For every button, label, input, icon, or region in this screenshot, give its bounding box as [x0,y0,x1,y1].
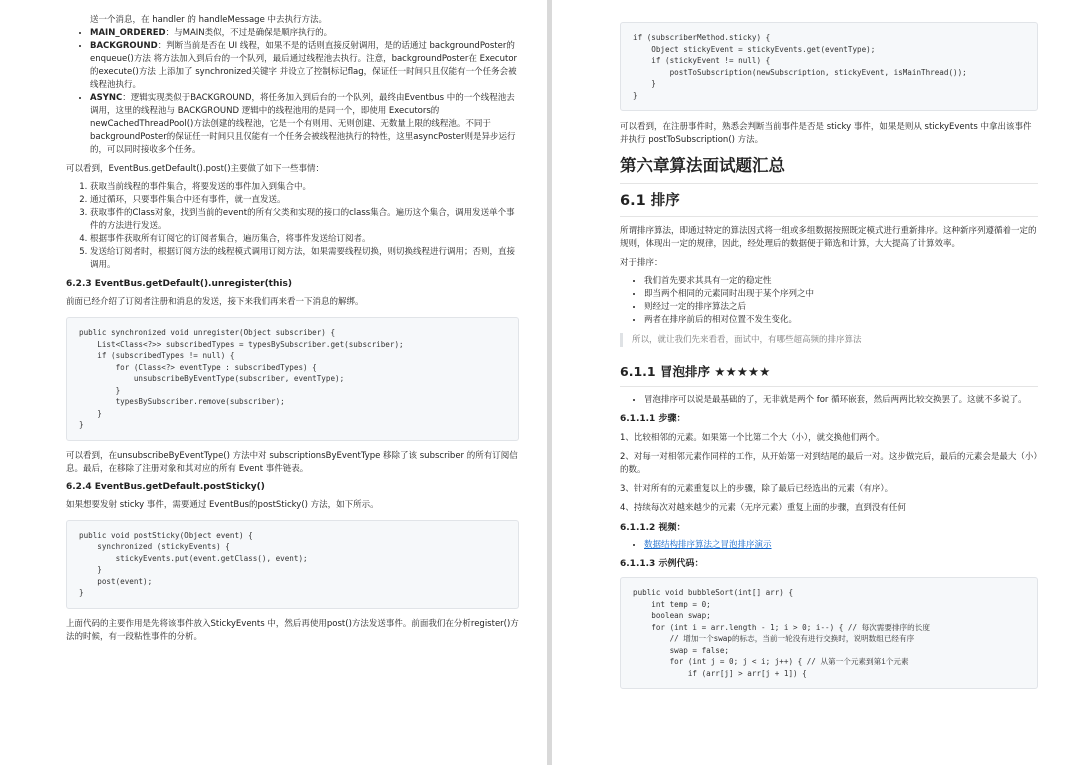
bubble-bullets [620,394,1038,407]
bullet-label: ASYNC [90,93,123,103]
code-block-unregister: public synchronized void unregister(Object subscriber) { List<Class<?>> subscribedTypes = typesBySubscriber.get(subscriber); if (subscribedTypes != null) { for (Class<?> eventType : subscribedTypes) { unsubscribeByEventType(subscriber, eventType); } typesBySubscriber.remove(subscriber); } } [66,317,519,441]
bullet-text: ：判断当前是否在 UI 线程，如果不是的话则直接反射调用，是的话通过 backgroundPoster的enqueue()方法 将方法加入到后台的一个队列，最后通过线程池去执行。注意，backgroundPoster在 Executor的execute()方法 上添加了 synchronized关键字 并设立了控制标记flag，保证任一时间只且仅能有一个任务会被线程池执行。 [90,41,518,90]
step-item: 1、比较相邻的元素。如果第一个比第二个大（小），就交换他们两个。 [620,433,885,443]
bullet-label: BACKGROUND [90,41,158,51]
list-item: • 冒泡排序可以说是最基础的了，无非就是两个 for 循环嵌套，然后两两比较交换罢了。这就不多说了。 [644,394,1038,407]
video-title: 6.1.1.2 视频： [620,523,686,533]
list-item [644,539,1038,552]
list-item: • 我们首先要求其具有一定的稳定性 [644,275,1038,288]
sort-bullets [620,275,1038,327]
chapter-title: 第六章算法面试题汇总 [620,155,1038,184]
list-item: • 则经过一定的排序算法之后 [644,301,1038,314]
heading-unregister: 6.2.3 EventBus.getDefault().unregister(this) [66,279,292,289]
step-item: 4、持续每次对越来越少的元素（无序元素）重复上面的步骤，直到没有任何 [620,503,906,513]
code-block-poststicky: public void postSticky(Object event) { synchronized (stickyEvents) { stickyEvents.put(event.getClass(), event); } post(event); } [66,520,519,609]
post-intro: 可以看到，EventBus.getDefault().post()主要做了如下一些事情： [66,164,325,174]
list-item [90,92,519,157]
list-item: • 两者在排序前后的相对位置不发生变化。 [644,314,1038,327]
continued-line: 送一个消息，在 handler 的 handleMessage 中去执行方法。 [90,15,327,25]
thread-mode-list [66,27,519,157]
step-item: 3、针对所有的元素重复以上的步骤，除了最后已经选出的元素（有序）。 [620,484,894,494]
blockquote: 所以，就让我们先来看看，面试中，有哪些超高频的排序算法 [620,333,1038,347]
code-block-bubble: public void bubbleSort(int[] arr) { int temp = 0; boolean swap; for (int i = arr.length - 1; i > 0; i--) { // 每次需要排序的长度 // 增加一个swap的标志，当前一轮没有进行交换时，说明数组已经有序 swap = false; for (int j = 0; j < i; j++) { // 从第一个元素到第i个元素 if (arr[j] > arr[j + 1]) { [620,577,1038,689]
unregister-after: 可以看到，在unsubscribeByEventType() 方法中对 subscriptionsByEventType 移除了该 subscriber 的所有订阅信息。最后，在移除了注册对象和其对应的所有 Event 事件链表。 [66,450,518,474]
poststicky-after: 上面代码的主要作用是先将该事件放入StickyEvents 中，然后再使用post()方法发送事件。前面我们在分析register()方法的时候，有一段粘性事件的分析。 [66,618,519,642]
bullet-text: ：与MAIN类似，不过是确保是顺序执行的。 [165,28,333,38]
poststicky-intro: 如果想要发射 sticky 事件，需要通过 EventBus的postSticky() 方法，如下所示。 [66,499,379,510]
list-item: • 即当两个相同的元素同时出现于某个序列之中 [644,288,1038,301]
list-item [90,27,519,40]
video-list [620,539,1038,552]
code-block-sticky: if (subscriberMethod.sticky) { Object stickyEvent = stickyEvents.get(eventType); if (stickyEvent != null) { postToSubscription(newSubscription, stickyEvent, isMainThread()); } } [620,22,1038,111]
bullet-label: MAIN_ORDERED [90,28,166,38]
right-page [552,0,1080,765]
list-item [90,40,519,92]
video-link[interactable]: 数据结构排序算法之冒泡排序演示 [644,540,772,550]
heading-poststicky: 6.2.4 EventBus.getDefault.postSticky() [66,481,265,492]
post-steps-list [66,181,519,272]
bubble-sort-title: 6.1.1 冒泡排序 ★★★★★ [620,363,1038,387]
list-item: 2. 通过循环，只要事件集合中还有事件，就一直发送。 [90,194,519,207]
code-title: 6.1.1.3 示例代码： [620,559,704,569]
sticky-after: 可以看到，在注册事件时，熟悉会判断当前事件是否是 sticky 事件，如果是则从 stickyEvents 中拿出该事件并执行 postToSubscription() 方法。 [620,122,1032,145]
bullet-text: ：逻辑实现类似于BACKGROUND，将任务加入到后台的一个队列，最终由Eventbus 中的一个线程池去调用，这里的线程池与 BACKGROUND 逻辑中的线程池用的是同一个，即使用 Executors的newCachedThreadPool()方法创建的线程池，它是一个有则用、无则创建、无数量上限的线程池。不同于backgroundPoster的保证任一时间只且仅能有一个任务会被线程池执行的特性，这里asyncPoster则是异步运行的，可以同时接收多个任务。 [90,93,516,155]
list-item: 5. 发送给订阅者时，根据订阅方法的线程模式调用订阅方法，如果需要线程切换，则切换线程进行调用；否则，直接调用。 [90,246,519,272]
list-item: 4. 根据事件获取所有订阅它的订阅者集合，遍历集合，将事件发送给订阅者。 [90,233,519,246]
step-item: 2、对每一对相邻元素作同样的工作，从开始第一对到结尾的最后一对。这步做完后，最后的元素会是最大（小）的数。 [620,452,1038,475]
section-title: 6.1 排序 [620,191,1038,217]
list-item: 1. 获取当前线程的事件集合，将要发送的事件加入到集合中。 [90,181,519,194]
sort-intro: 所谓排序算法，即通过特定的算法因式将一组或多组数据按照既定模式进行重新排序。这种新序列遵循着一定的规则，体现出一定的规律，因此，经处理后的数据便于筛选和计算，大大提高了计算效率。 [620,226,1037,249]
steps-title: 6.1.1.1 步骤： [620,414,686,424]
list-item: 3. 获取事件的Class对象，找到当前的event的所有父类和实现的接口的class集合。遍历这个集合，调用发送单个事件的方法进行发送。 [90,207,519,233]
sort-req-label: 对于排序： [620,258,663,268]
unregister-intro: 前面已经介绍了订阅者注册和消息的发送，接下来我们再来看一下消息的解绑。 [66,297,364,307]
